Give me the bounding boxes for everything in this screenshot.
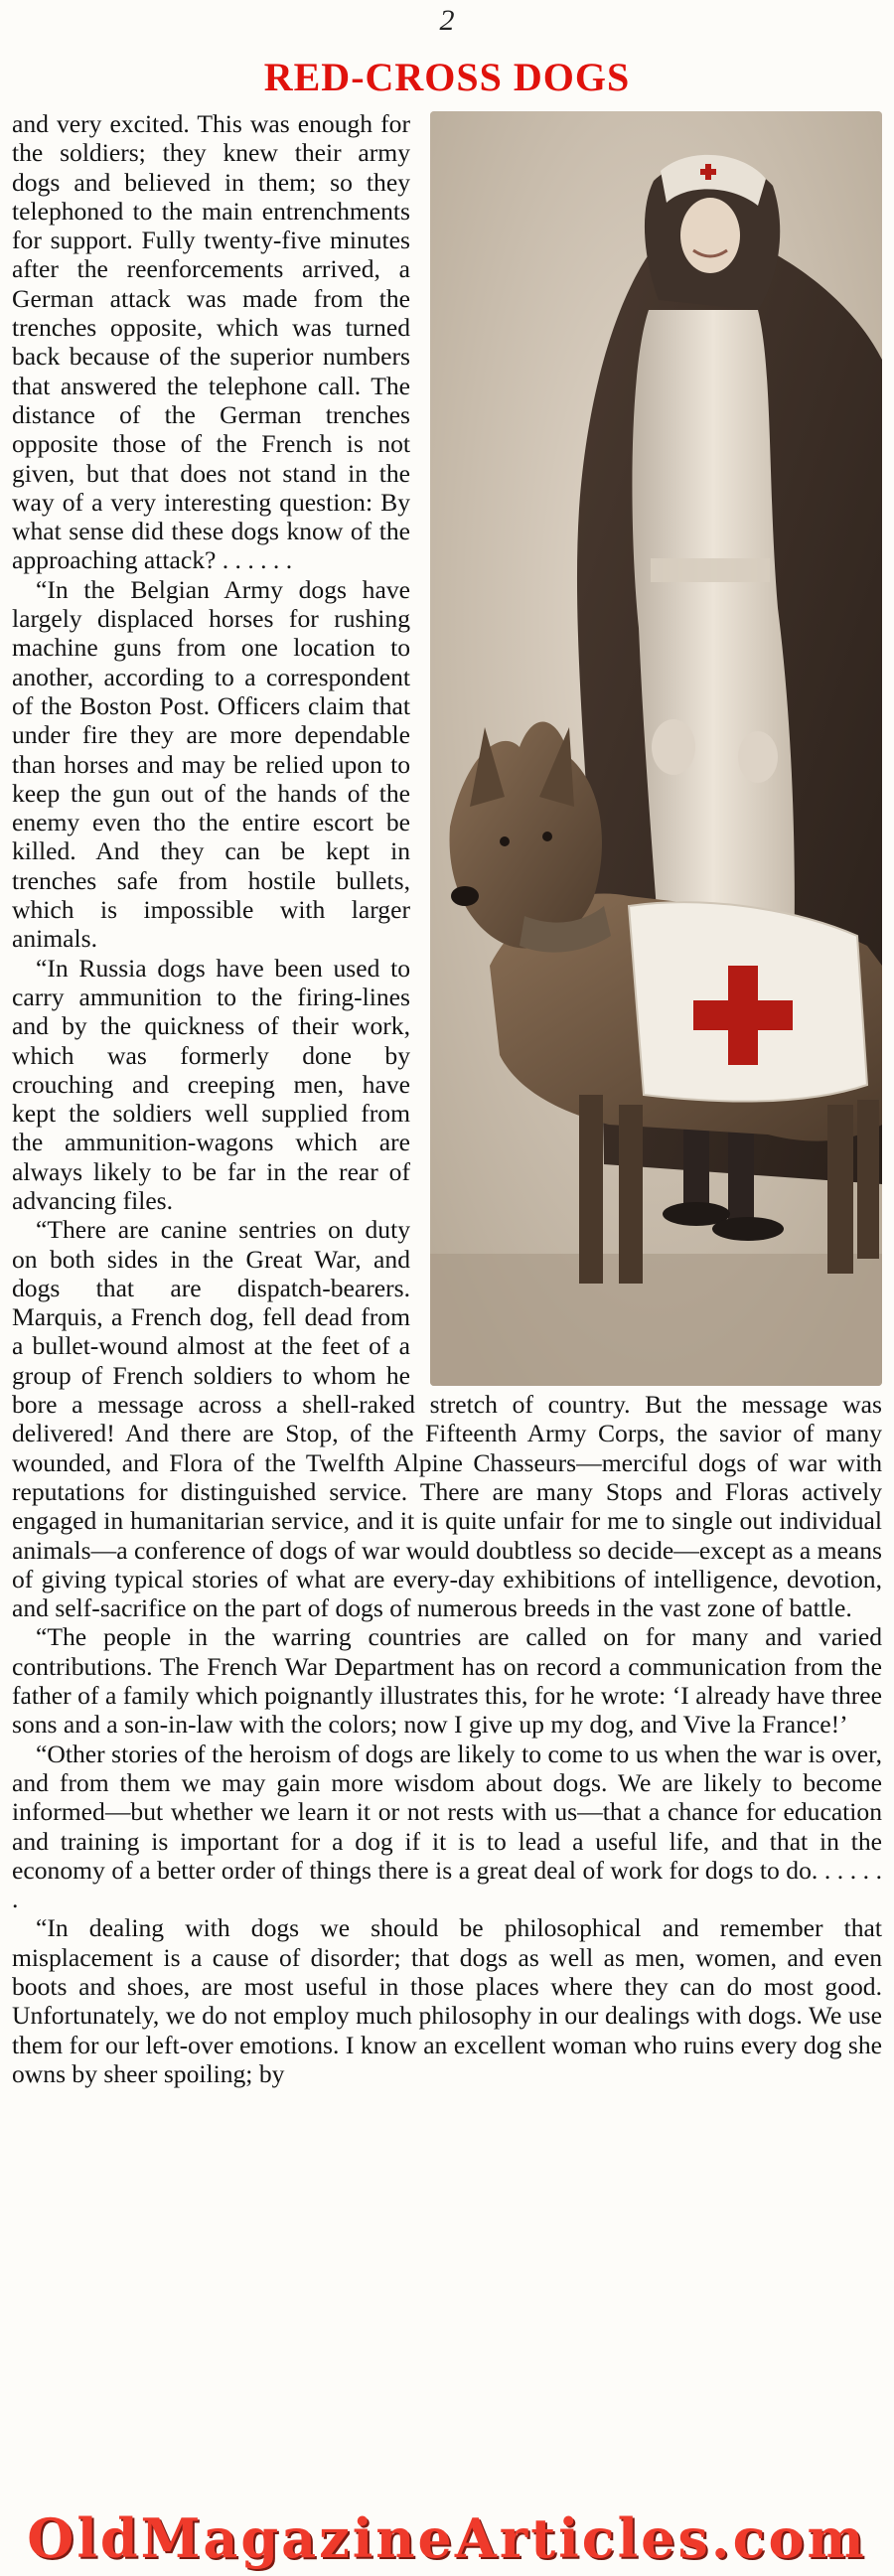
paragraph-1: and very excited. This was enough for the soldiers; they knew their army dogs and believed in them; so they telephoned to the main entrenchments for support. Fully twenty-five minutes after the reenforcements arrived, a German attack was made from the trenches opposite, which was turned back because of the superior numbers that answered the telephone call. The distance of the German trenches opposite those of the French is not given, but that does not stand in the way of a very interesting question: By what sense did these dogs know of the approaching attack? . . . . . . [12, 109, 410, 575]
paragraph-2: “In the Belgian Army dogs have largely displaced horses for rushing machine guns from one location to another, according to a correspondent of the Boston Post. Officers claim that under fire they are more dependable than horses and may be relied upon to keep the gun out of the hands of the enemy even tho the entire escort be killed. And they can be kept in trenches safe from hostile bullets, which is impossible with larger animals. [12, 574, 410, 954]
nurse-and-dog-photo [430, 111, 882, 1386]
page-title: RED-CROSS DOGS [263, 55, 631, 99]
footer-watermark: OldMagazineArticles.com [27, 2506, 867, 2570]
photo-illustration [430, 111, 882, 1386]
paragraph-4: “There are canine sentries on duty on both sides in the Great War, and dogs that are dispatch-bearers. Marquis, a French dog, fell dead from a bullet-wound almost at the feet of a group of French soldiers to whom he bore a message across a shell-raked stretch of country. But the message was delivered! And there are Stop, of the Fifteenth Army Corps, the savior of many wounded, and Flora of the Twelfth Alpine Chasseurs—merciful dogs of war with reputations for distinguished service. There are many Stops and Floras actively engaged in humanitarian service, and it is quite unfair for me to single out individual animals—a conference of dogs of war would doubtless so decide—except as a means of giving typical stories of what are every-day exhibitions of intelligence, devotion, and self-sacrifice on the part of dogs of numerous breeds in the vast zone of battle. [12, 1215, 882, 1623]
page-number: 2 [439, 4, 455, 37]
paragraph-5: “The people in the warring countries are called on for many and varied contributions. The French War Department has on record a communication from the father of a family which poignantly illustrates this, for he wrote: ‘I already have three sons and a son-in-law with the colors; now I give up my dog, and Vive la France!’ [12, 1622, 882, 1740]
paragraph-3: “In Russia dogs have been used to carry ammunition to the firing-lines and by the quickness of their work, which was formerly done by crouching and creeping men, have kept the soldiers well supplied from the ammunition-wagons which are always likely to be far in the rear of advancing files. [12, 953, 410, 1215]
paragraph-7: “In dealing with dogs we should be philosophical and remember that misplacement is a cause of disorder; that dogs as well as men, women, and even boots and shoes, are most useful in those places where they can do most good. Unfortunately, we do not employ much philosophy in our dealings with dogs. We use them for our left-over emotions. I know an excellent woman who ruins every dog she owns by sheer spoiling; by [12, 1913, 882, 2088]
article-body [12, 109, 882, 2088]
wrapped-section [12, 109, 882, 1622]
paragraph-6: “Other stories of the heroism of dogs are likely to come to us when the war is over, and from them we may gain more wisdom about dogs. We are likely to become informed—but whether we learn it or not rests with us—that a chance for education and training is important for a dog if it is to lead a useful life, and that in the economy of a better order of things there is a great deal of work for dogs to do. . . . . . . [12, 1739, 882, 1914]
full-width-section [12, 1622, 882, 2088]
